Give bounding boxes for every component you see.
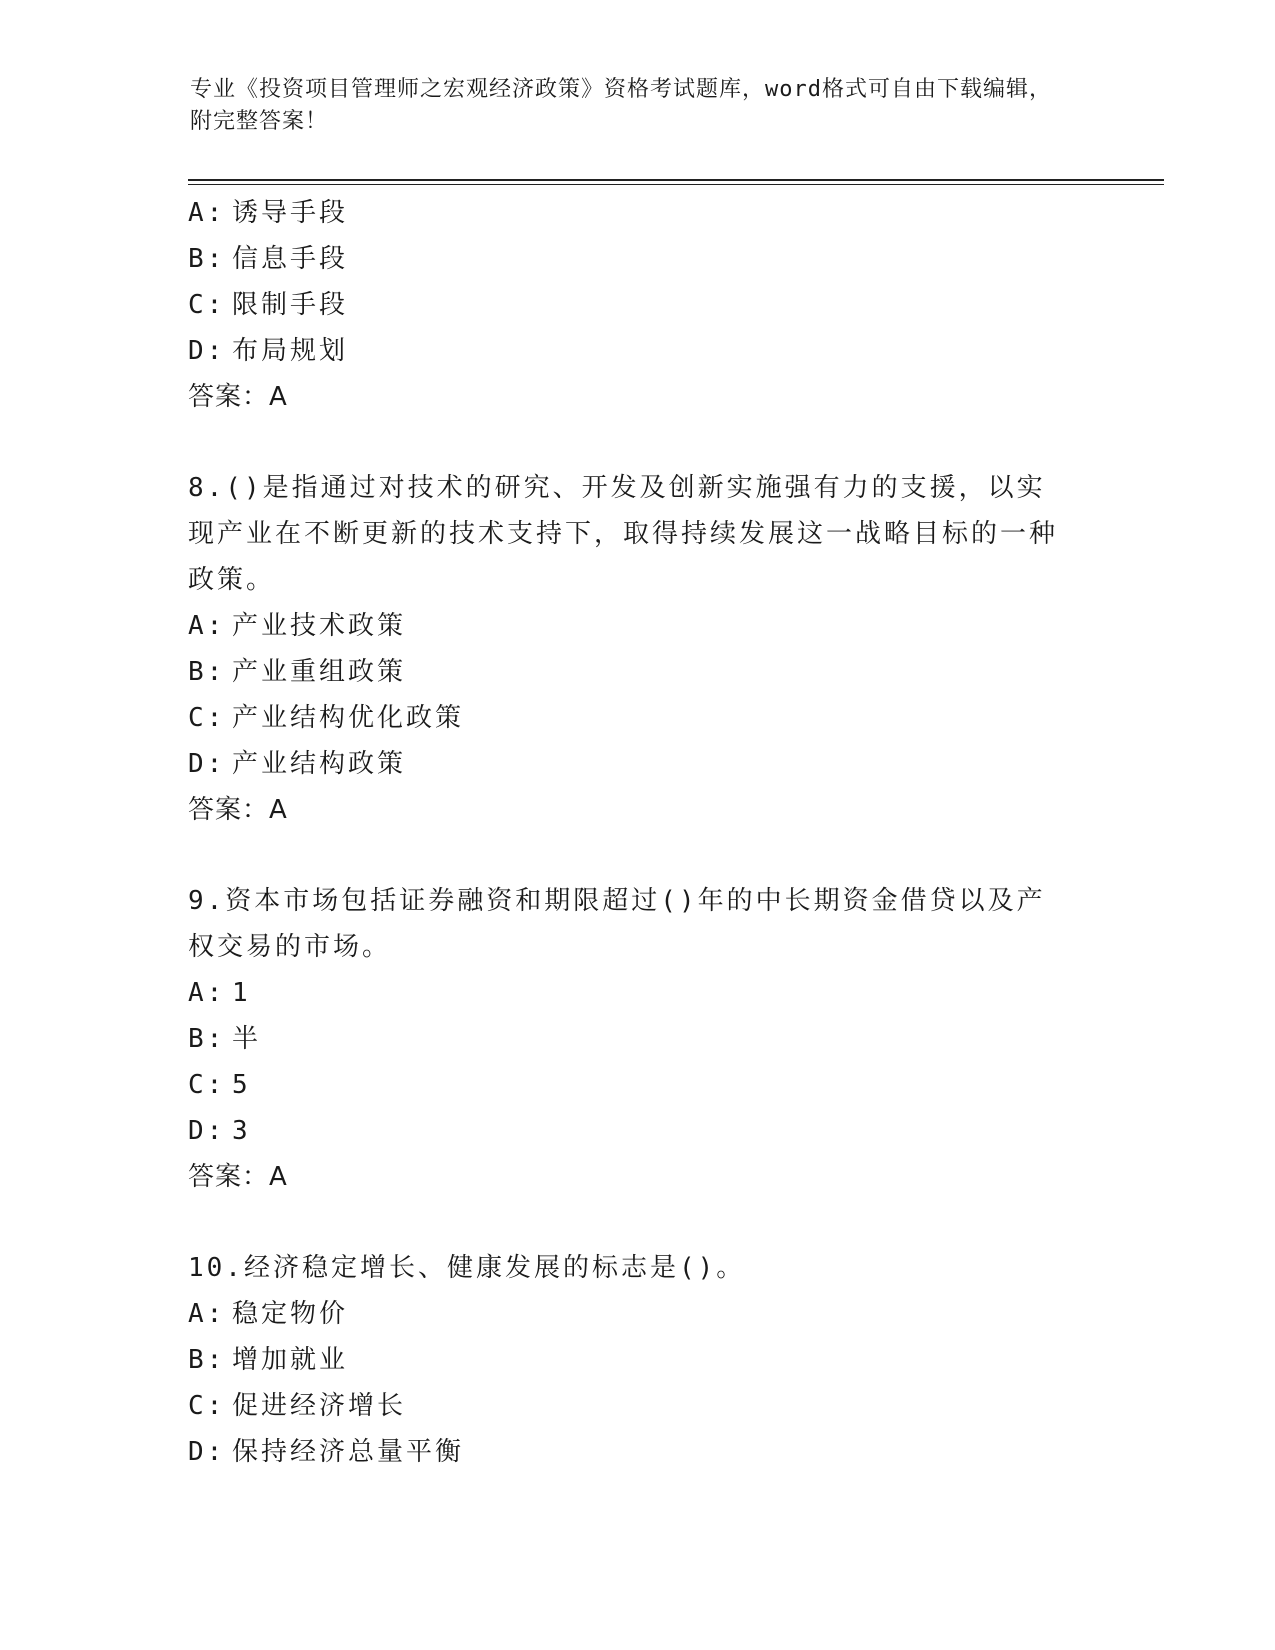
answer-line: 答案：A — [188, 1162, 288, 1192]
option-letter: A: — [188, 198, 226, 228]
option-a — [188, 970, 1088, 1016]
spacer — [188, 1200, 1088, 1245]
option-text: 促进经济增长 — [232, 1391, 407, 1421]
option-letter: B: — [188, 244, 226, 274]
option-d — [188, 1429, 1088, 1475]
option-text: 3 — [232, 1116, 251, 1146]
document-header: 专业《投资项目管理师之宏观经济政策》资格考试题库，word格式可自由下载编辑，附完整答案！ — [190, 77, 1052, 134]
option-text: 半 — [232, 1024, 262, 1054]
option-letter: A: — [188, 1299, 226, 1329]
option-a — [188, 1291, 1088, 1337]
option-c — [188, 1383, 1088, 1429]
option-text: 保持经济总量平衡 — [232, 1437, 465, 1467]
option-b — [188, 649, 1088, 695]
answer-line: 答案：A — [188, 795, 288, 825]
option-letter: C: — [188, 1070, 226, 1100]
option-letter: A: — [188, 611, 226, 641]
option-a — [188, 190, 1088, 236]
question-8 — [188, 465, 1088, 833]
answer-line: 答案：A — [188, 382, 288, 412]
option-letter: C: — [188, 290, 226, 320]
option-letter: B: — [188, 657, 226, 687]
option-b — [188, 236, 1088, 282]
question-9 — [188, 878, 1088, 1200]
question-7 — [188, 190, 1088, 420]
question-stem: 10.经济稳定增长、健康发展的标志是()。 — [188, 1253, 746, 1283]
option-letter: D: — [188, 749, 226, 779]
option-c — [188, 695, 1088, 741]
question-stem: 9.资本市场包括证券融资和期限超过()年的中长期资金借贷以及产权交易的市场。 — [188, 886, 1046, 962]
option-d — [188, 1108, 1088, 1154]
option-c — [188, 1062, 1088, 1108]
option-d — [188, 328, 1088, 374]
option-text: 产业技术政策 — [232, 611, 407, 641]
header-rule-thick — [188, 179, 1164, 181]
question-stem: 8.()是指通过对技术的研究、开发及创新实施强有力的支援，以实现产业在不断更新的技术支持下，取得持续发展这一战略目标的一种政策。 — [188, 473, 1059, 595]
option-text: 布局规划 — [232, 336, 349, 366]
option-letter: A: — [188, 978, 226, 1008]
option-letter: D: — [188, 336, 226, 366]
spacer — [188, 420, 1088, 465]
question-list — [188, 190, 1088, 1475]
option-letter: D: — [188, 1116, 226, 1146]
option-letter: C: — [188, 703, 226, 733]
option-text: 稳定物价 — [232, 1299, 349, 1329]
option-letter: D: — [188, 1437, 226, 1467]
option-letter: B: — [188, 1024, 226, 1054]
option-letter: B: — [188, 1345, 226, 1375]
option-text: 产业重组政策 — [232, 657, 407, 687]
option-text: 限制手段 — [232, 290, 349, 320]
option-b — [188, 1337, 1088, 1383]
option-d — [188, 741, 1088, 787]
option-text: 产业结构政策 — [232, 749, 407, 779]
option-text: 信息手段 — [232, 244, 349, 274]
question-10 — [188, 1245, 1088, 1475]
option-c — [188, 282, 1088, 328]
spacer — [188, 833, 1088, 878]
option-text: 产业结构优化政策 — [232, 703, 465, 733]
option-text: 诱导手段 — [232, 198, 349, 228]
option-text: 1 — [232, 978, 251, 1008]
option-a — [188, 603, 1088, 649]
option-letter: C: — [188, 1391, 226, 1421]
option-text: 5 — [232, 1070, 251, 1100]
option-b — [188, 1016, 1088, 1062]
header-rule-thin — [188, 184, 1164, 185]
option-text: 增加就业 — [232, 1345, 349, 1375]
